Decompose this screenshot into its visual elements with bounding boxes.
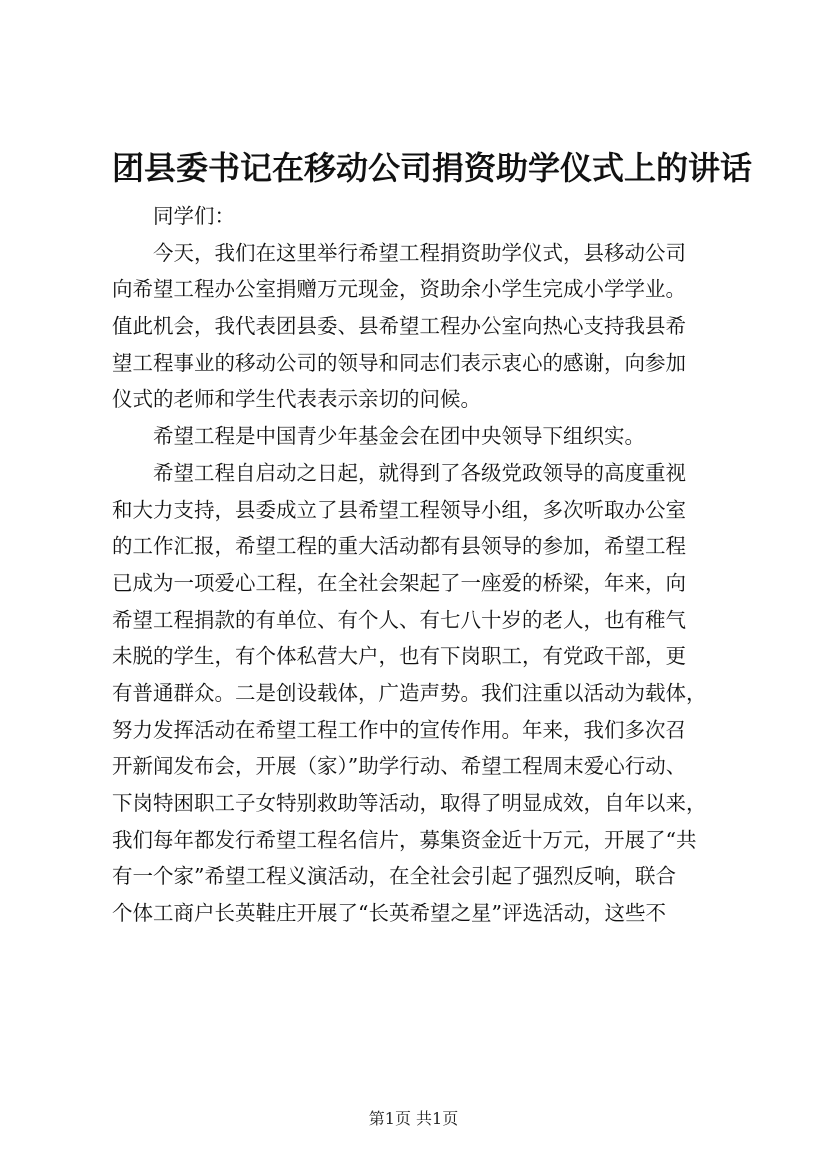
paragraph-line: 下岗特困职工子女特别救助等活动，取得了明显成效，自年以来，: [112, 791, 707, 815]
paragraph-line: 我们每年都发行希望工程名信片，募集资金近十万元，开展了“共: [112, 827, 697, 852]
paragraph-line: 今天，我们在这里举行希望工程捐资助学仪式，县移动公司: [153, 240, 686, 265]
paragraph-line: 有一个家”希望工程义演活动，在全社会引起了强烈反响，联合: [112, 864, 676, 889]
paragraph-line: 的工作汇报，希望工程的重大活动都有县领导的参加，希望工程: [112, 534, 686, 559]
paragraph-line: 未脱的学生，有个体私营大户，也有下岗职工，有党政干部，更: [112, 644, 686, 669]
paragraph-line: 和大力支持，县委成立了县希望工程领导小组，多次听取办公室: [112, 497, 686, 522]
document-title: 团县委书记在移动公司捐资助学仪式上的讲话: [112, 149, 753, 187]
paragraph-line: 仪式的老师和学生代表表示亲切的问候。: [112, 387, 481, 412]
paragraph-line: 希望工程自启动之日起，就得到了各级党政领导的高度重视: [153, 460, 686, 485]
paragraph-line: 有普通群众。二是创设载体，广造声势。我们注重以活动为载体，: [112, 680, 707, 705]
paragraph-line: 希望工程捐款的有单位、有个人、有七八十岁的老人，也有稚气: [112, 607, 686, 632]
paragraph-line: 向希望工程办公室捐赠万元现金，资助余小学生完成小学学业。: [112, 277, 686, 302]
paragraph-line: 望工程事业的移动公司的领导和同志们表示衷心的感谢，向参加: [112, 350, 686, 375]
paragraph-line: 希望工程是中国青少年基金会在团中央领导下组织实。: [153, 424, 645, 449]
document-body: [112, 198, 724, 932]
paragraph-line: 努力发挥活动在希望工程工作中的宣传作用。年来，我们多次召: [112, 717, 686, 742]
paragraph-line: 开新闻发布会，开展（家）”助学行动、希望工程周末爱心行动、: [112, 754, 687, 779]
paragraph-line: 值此机会，我代表团县委、县希望工程办公室向热心支持我县希: [112, 314, 686, 339]
salutation-line: 同学们：: [153, 204, 235, 228]
paragraph-line: 已成为一项爱心工程，在全社会架起了一座爱的桥梁，年来，向: [112, 570, 686, 595]
paragraph-line: 个体工商户长英鞋庄开展了“长英希望之星”评选活动，这些不: [112, 901, 666, 926]
page-number-footer: 第1页 共1页: [368, 1109, 459, 1128]
